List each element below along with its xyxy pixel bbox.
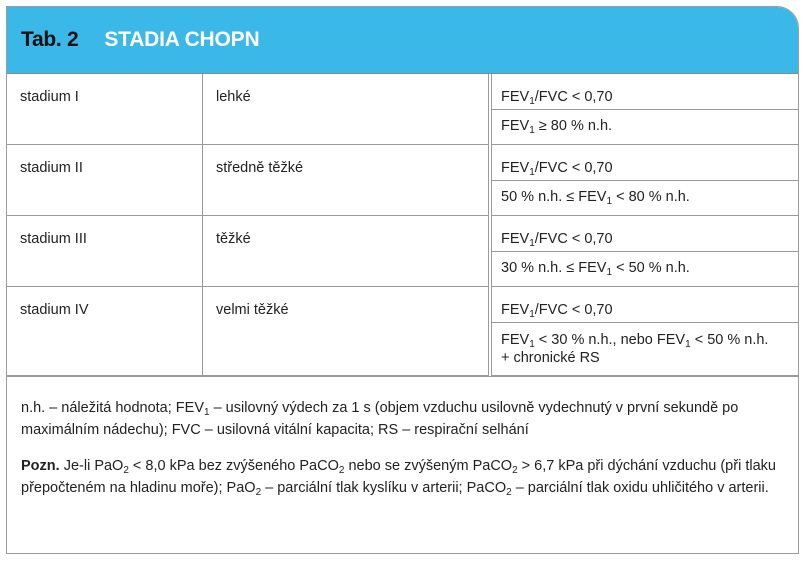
table-row [7, 74, 798, 145]
stage-cell: stadium III [7, 216, 203, 287]
criterion-fev1: 50 % n.h. ≤ $FEV_1 < 80$ % n.h. [501, 189, 690, 207]
criteria-cell [490, 287, 798, 376]
pozn-note: Pozn. Je-li PaO$_2$ < 8,0 kPa bez zvýšeného PaCO$_2$ nebo se zvýšeným PaCO$_2$ > 6,7 kPa při dýchání vzduchu (při tlaku přepočteném na hladinu moře); PaO$_2$ – parciální tlak kyslíku v arterii; PaCO$_2$ – parciální tlak oxidu uhličitého v arterii. [21, 458, 776, 498]
criteria-cell [490, 145, 798, 216]
table-header [7, 7, 798, 74]
stage-cell: stadium II [7, 145, 203, 216]
severity-cell: středně těžké [203, 145, 491, 216]
table-panel [6, 6, 799, 554]
criterion-ratio: $FEV_1$/FVC < 0,70 [492, 74, 798, 110]
table-title: STADIA CHOPN [104, 28, 260, 51]
severity-cell: lehké [203, 74, 491, 145]
criteria-cell [490, 216, 798, 287]
criterion-fev1: 30 % n.h. ≤ $FEV_1 < 50$ % n.h. [501, 260, 690, 278]
table-number: Tab. 2 [21, 28, 79, 51]
table-row [7, 145, 798, 216]
table-notes [7, 376, 798, 499]
table-row [7, 287, 798, 376]
abbreviations-note: n.h. – náležitá hodnota; $FEV_1$ – usilovný výdech za 1 s (objem vzduchu usilovně vydechnutý v první sekundě po maximálním nádechu); FVC – usilovná vitální kapacita; RS – respirační selhání [21, 400, 739, 438]
criterion-fev1: $FEV_1 < 30$ % n.h., nebo $FEV_1 < 50$ % n.h. + chronické RS [501, 332, 769, 366]
table-row [7, 216, 798, 287]
criteria-cell [490, 74, 798, 145]
criterion-ratio: $FEV_1$/FVC < 0,70 [492, 287, 798, 323]
criterion-ratio: $FEV_1$/FVC < 0,70 [492, 216, 798, 252]
criterion-fev1: $FEV_1 \ge 80$ % n.h. [501, 118, 613, 136]
severity-cell: velmi těžké [203, 287, 491, 376]
criterion-ratio: $FEV_1$/FVC < 0,70 [492, 145, 798, 181]
severity-cell: těžké [203, 216, 491, 287]
stage-cell: stadium I [7, 74, 203, 145]
stage-cell: stadium IV [7, 287, 203, 376]
stages-table [7, 74, 798, 376]
